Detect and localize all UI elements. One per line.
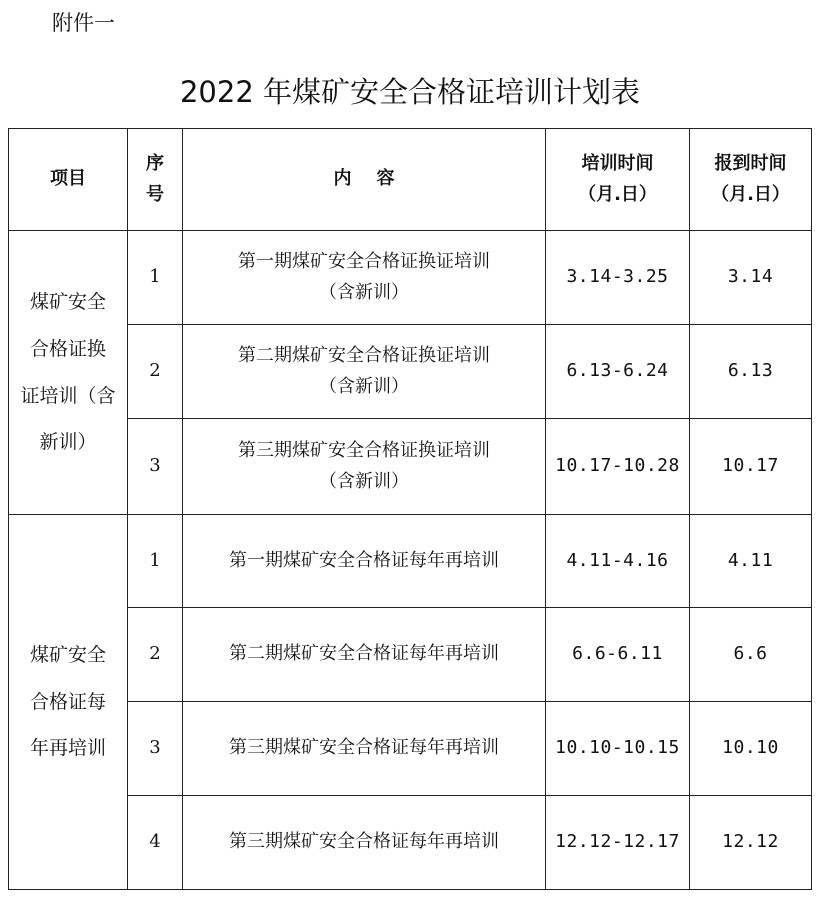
header-train-time bbox=[546, 129, 690, 231]
category-line: 合格证每 bbox=[29, 690, 106, 713]
report-time-cell: 3.14 bbox=[690, 231, 812, 325]
train-time-cell: 4.11-4.16 bbox=[546, 515, 690, 608]
header-train-time-line2: （月.日） bbox=[578, 183, 657, 205]
category-line: 证培训（含 bbox=[20, 384, 116, 407]
table-row bbox=[9, 325, 812, 419]
train-time-cell: 12.12-12.17 bbox=[546, 796, 690, 890]
category-cell bbox=[9, 515, 128, 890]
content-cell bbox=[183, 325, 546, 419]
content-cell: 第二期煤矿安全合格证每年再培训 bbox=[183, 608, 546, 702]
content-cell bbox=[183, 231, 546, 325]
header-project: 项目 bbox=[9, 129, 128, 231]
content-cell: 第一期煤矿安全合格证每年再培训 bbox=[183, 515, 546, 608]
seq-cell: 1 bbox=[128, 515, 183, 608]
train-time-cell: 6.6-6.11 bbox=[546, 608, 690, 702]
content-cell: 第三期煤矿安全合格证每年再培训 bbox=[183, 796, 546, 890]
report-time-cell: 6.13 bbox=[690, 325, 812, 419]
content-cell bbox=[183, 419, 546, 515]
train-time-cell: 10.17-10.28 bbox=[546, 419, 690, 515]
header-seq-line1: 序 bbox=[146, 152, 164, 174]
content-text: 第一期煤矿安全合格证换证培训 bbox=[238, 250, 490, 272]
header-report-time-line2: （月.日） bbox=[711, 183, 790, 205]
category-line: 煤矿安全 bbox=[29, 291, 106, 314]
category-cell bbox=[9, 231, 128, 515]
header-seq bbox=[128, 129, 183, 231]
content-text: 第三期煤矿安全合格证换证培训 bbox=[238, 439, 490, 461]
header-content: 内 容 bbox=[183, 129, 546, 231]
train-time-cell: 10.10-10.15 bbox=[546, 702, 690, 796]
seq-cell: 2 bbox=[128, 608, 183, 702]
content-subtext: （含新训） bbox=[319, 281, 409, 303]
table-row bbox=[9, 515, 812, 608]
header-report-time bbox=[690, 129, 812, 231]
training-plan-table bbox=[8, 128, 812, 890]
report-time-cell: 10.10 bbox=[690, 702, 812, 796]
content-subtext: （含新训） bbox=[319, 470, 409, 492]
report-time-cell: 6.6 bbox=[690, 608, 812, 702]
category-line: 年再培训 bbox=[29, 737, 106, 760]
page-title: 2022 年煤矿安全合格证培训计划表 bbox=[179, 75, 641, 109]
header-row bbox=[9, 129, 812, 231]
report-time-cell: 12.12 bbox=[690, 796, 812, 890]
seq-cell: 2 bbox=[128, 325, 183, 419]
table-row bbox=[9, 796, 812, 890]
table-row bbox=[9, 702, 812, 796]
report-time-cell: 4.11 bbox=[690, 515, 812, 608]
header-train-time-line1: 培训时间 bbox=[581, 152, 654, 174]
content-cell: 第三期煤矿安全合格证每年再培训 bbox=[183, 702, 546, 796]
category-line: 煤矿安全 bbox=[29, 644, 106, 667]
train-time-cell: 3.14-3.25 bbox=[546, 231, 690, 325]
header-report-time-line1: 报到时间 bbox=[714, 152, 787, 174]
train-time-cell: 6.13-6.24 bbox=[546, 325, 690, 419]
table-row bbox=[9, 608, 812, 702]
category-line: 合格证换 bbox=[29, 337, 106, 360]
table-row bbox=[9, 231, 812, 325]
seq-cell: 3 bbox=[128, 702, 183, 796]
seq-cell: 3 bbox=[128, 419, 183, 515]
seq-cell: 1 bbox=[128, 231, 183, 325]
category-line: 新训） bbox=[39, 431, 97, 454]
report-time-cell: 10.17 bbox=[690, 419, 812, 515]
table-row bbox=[9, 419, 812, 515]
header-seq-line2: 号 bbox=[146, 183, 164, 205]
seq-cell: 4 bbox=[128, 796, 183, 890]
annex-label: 附件一 bbox=[52, 11, 115, 35]
content-subtext: （含新训） bbox=[319, 375, 409, 397]
content-text: 第二期煤矿安全合格证换证培训 bbox=[238, 344, 490, 366]
